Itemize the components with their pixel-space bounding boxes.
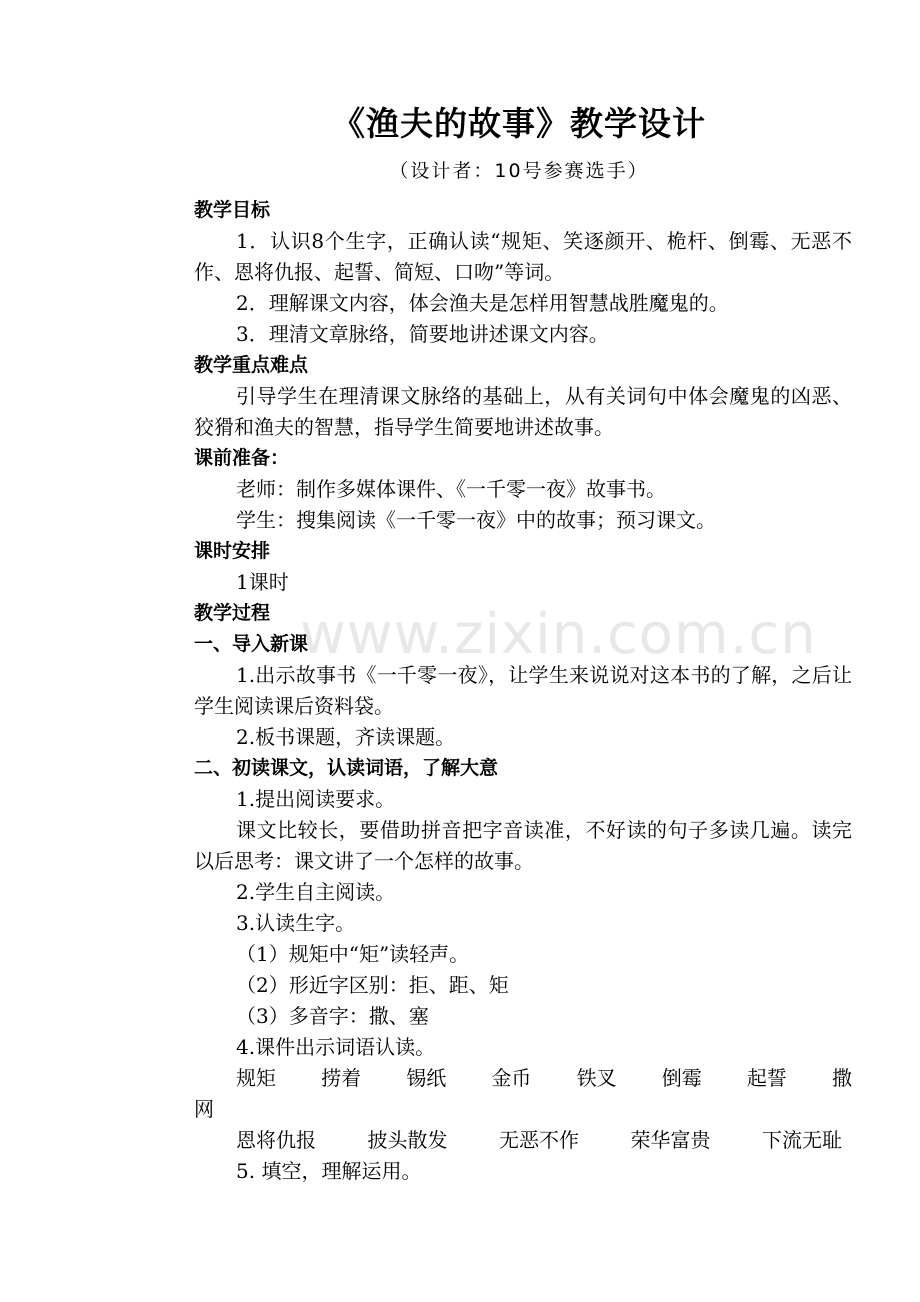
page-subtitle: （设计者：10号参赛选手） <box>389 160 649 182</box>
section-2-para-6: 5. 填空，理解运用。 <box>236 1159 422 1183</box>
goal-3: 3．理清文章脉络，简要地讲述课文内容。 <box>236 322 609 346</box>
section-2-heading: 二、初读课文，认读词语，了解大意 <box>194 757 499 779</box>
section-2-para-4: 3.认读生字。 <box>236 911 356 935</box>
section-2-para-3: 2.学生自主阅读。 <box>236 880 396 904</box>
section-2-para-1: 1.提出阅读要求。 <box>236 787 396 811</box>
word-item: 恩将仇报 <box>236 1128 316 1152</box>
word-list-2 <box>194 1125 852 1156</box>
goals-heading: 教学目标 <box>194 199 271 221</box>
document-body <box>194 195 852 1187</box>
word-item: 撒 <box>831 1066 852 1090</box>
word-item: 规矩 <box>236 1066 276 1090</box>
word-item: 起誓 <box>746 1066 787 1090</box>
word-item: 下流无耻 <box>762 1128 842 1152</box>
word-item: 捞着 <box>321 1066 362 1090</box>
word-item: 荣华富贵 <box>630 1128 711 1152</box>
word-item: 无恶不作 <box>499 1128 579 1152</box>
char-note-2: （2）形近字区别：拒、距、矩 <box>236 973 509 997</box>
goal-1: 1．认识8个生字，正确认读“规矩、笑逐颜开、桅杆、倒霉、无恶不作、恩将仇报、起誓、简短、口吻”等词。 <box>194 229 852 284</box>
word-list-1-wrap: 网 <box>194 1097 214 1121</box>
page-title: 《渔夫的故事》教学设计 <box>332 104 706 143</box>
goal-2: 2．理解课文内容，体会渔夫是怎样用智慧战胜魔鬼的。 <box>236 291 729 315</box>
word-item: 锡纸 <box>406 1066 447 1090</box>
section-1-para-2: 2.板书课题，齐读课题。 <box>236 725 456 749</box>
key-text: 引导学生在理清课文脉络的基础上，从有关词句中体会魔鬼的凶恶、狡猾和渔夫的智慧，指导学生简要地讲述故事。 <box>194 384 852 439</box>
process-heading: 教学过程 <box>194 602 271 624</box>
watermark: www.zixin.com.cn <box>300 602 817 667</box>
prep-teacher: 老师：制作多媒体课件、《一千零一夜》故事书。 <box>236 477 666 501</box>
prep-student: 学生：搜集阅读《一千零一夜》中的故事；预习课文。 <box>236 508 716 532</box>
word-item: 铁叉 <box>576 1066 617 1090</box>
section-2-para-2: 课文比较长，要借助拼音把字音读准，不好读的句子多读几遍。读完以后思考：课文讲了一个怎样的故事。 <box>194 818 852 873</box>
word-item: 披头散发 <box>367 1128 448 1152</box>
char-note-1: （1）规矩中“矩”读轻声。 <box>236 942 470 966</box>
prep-heading: 课前准备： <box>194 447 290 469</box>
word-item: 金币 <box>491 1066 532 1090</box>
char-note-3: （3）多音字：撒、塞 <box>236 1004 429 1028</box>
word-item: 倒霉 <box>661 1066 702 1090</box>
section-2-para-5: 4.课件出示词语认读。 <box>236 1035 436 1059</box>
word-list-1 <box>194 1063 852 1094</box>
section-1-heading: 一、导入新课 <box>194 633 309 655</box>
section-1-para-1: 1.出示故事书《一千零一夜》，让学生来说说对这本书的了解，之后让学生阅读课后资料袋。 <box>194 663 852 718</box>
key-heading: 教学重点难点 <box>194 354 309 376</box>
time-heading: 课时安排 <box>194 540 271 562</box>
time-text: 1课时 <box>236 570 289 594</box>
